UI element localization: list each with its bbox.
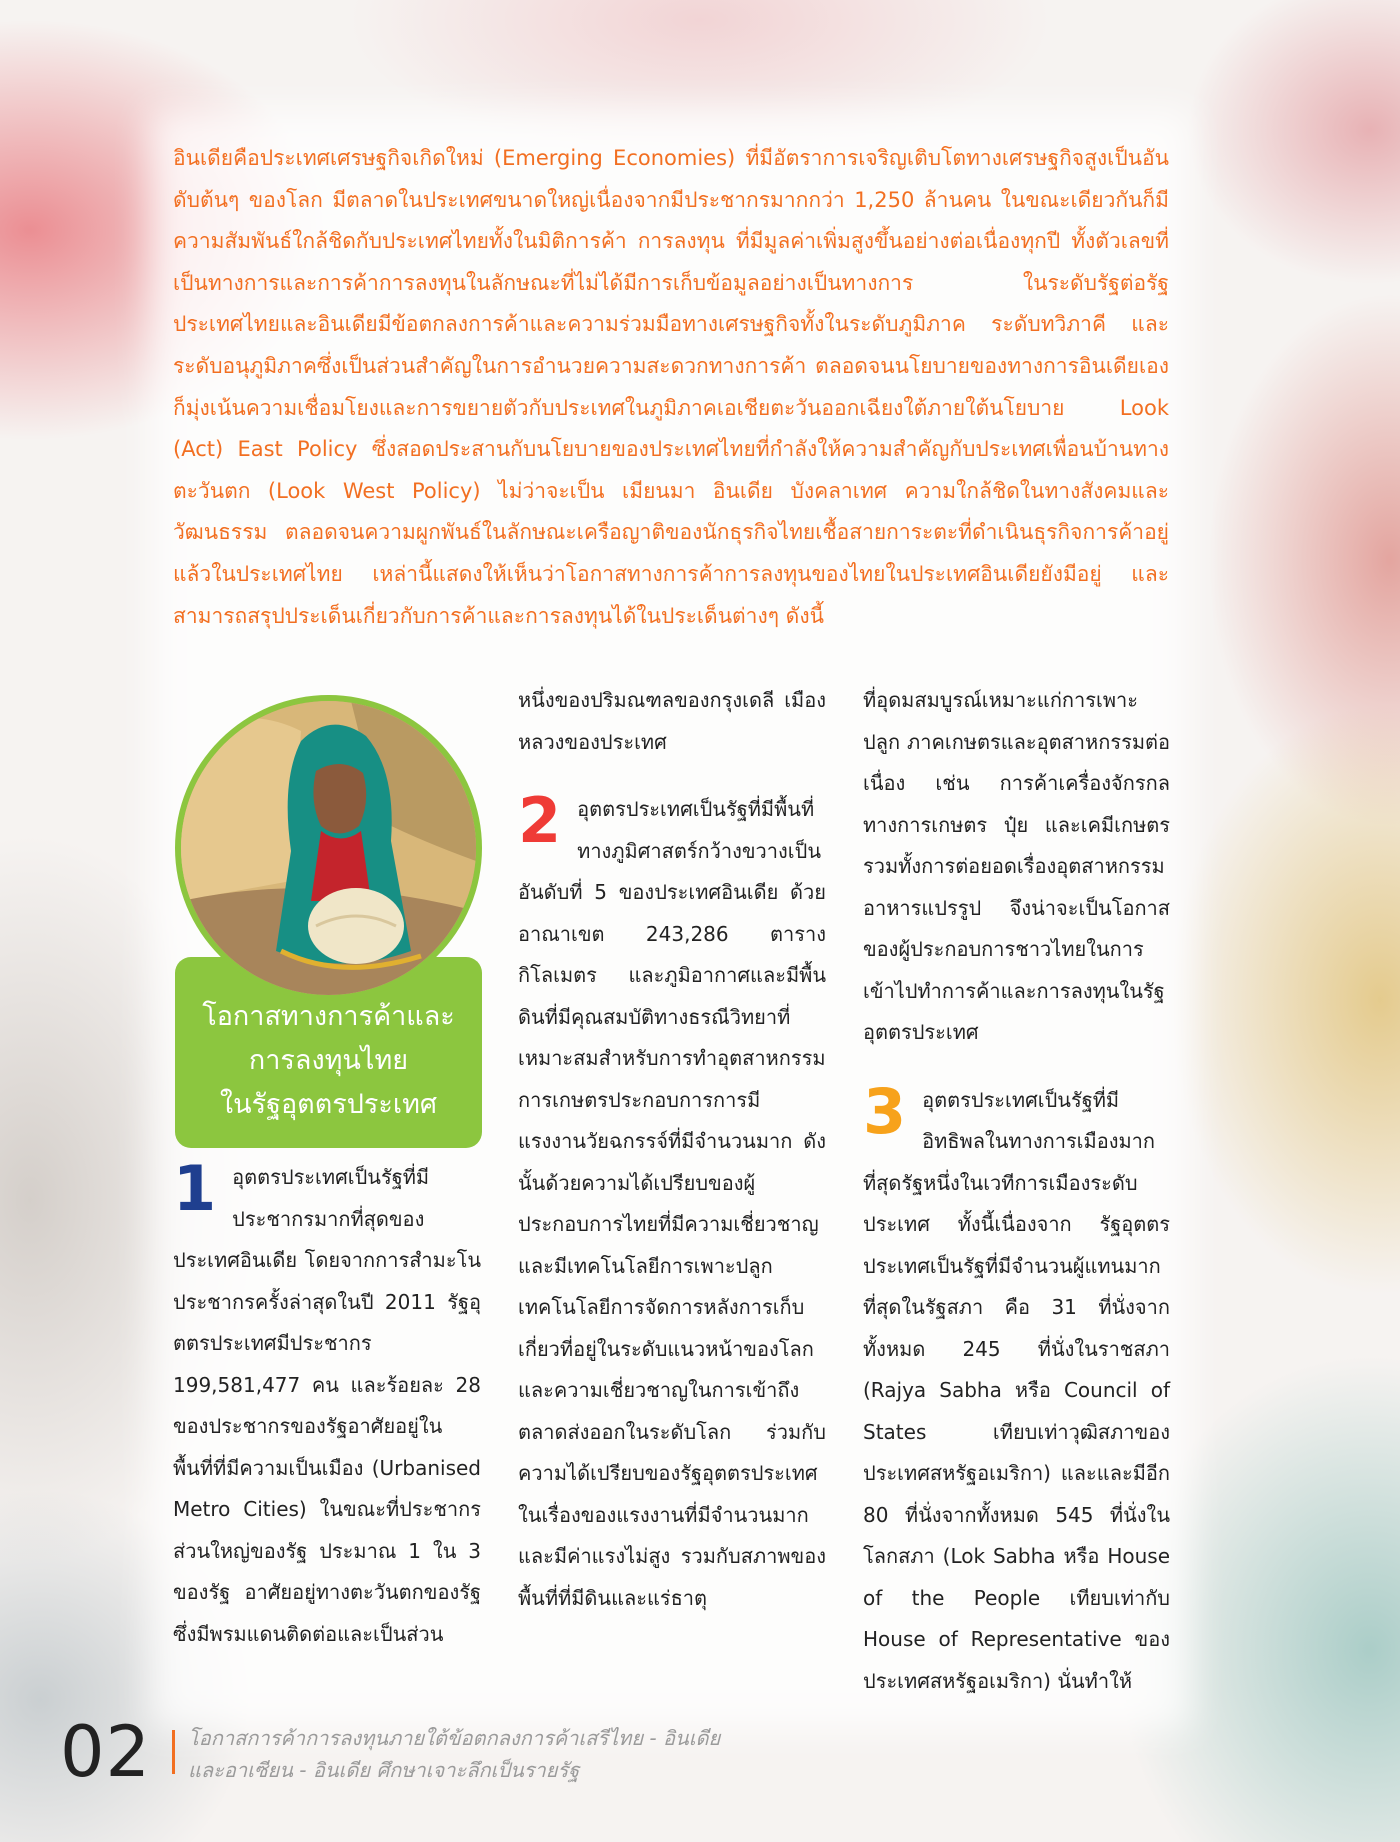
sidebar-feature (175, 695, 482, 1148)
point-2-paragraph (518, 784, 826, 1619)
point-text: อุตตรประเทศเป็นรัฐที่มีอิทธิพลในทางการเมืองมากที่สุดรัฐหนึ่งในเวทีการเมืองระดับประเทศ ทั้งนี้เนื่องจาก รัฐอุตตรประเทศเป็นรัฐที่มีจำนวนผู้แทนมากที่สุดในรัฐสภา คือ 31 ที่นั่งจากทั้งหมด 245 ที่นั่งในราชสภา (Rajya Sabha หรือ Council of States เทียบเท่าวุฒิสภาของประเทศสหรัฐอเมริกา) และและมีอีก 80 ที่นั่งจากทั้งหมด 545 ที่นั่งในโลกสภา (Lok Sabha หรือ House of the People เทียบเท่ากับ House of Representative ของประเทศสหรัฐอเมริกา) นั่นทำให้ (863, 1087, 1170, 1693)
footer-line: โอกาสการค้าการลงทุนภายใต้ข้อตกลงการค้าเสรีไทย - อินเดีย (188, 1726, 721, 1750)
column-2 (518, 680, 826, 1619)
footer-line: และอาเซียน - อินเดีย ศึกษาเจาะลึกเป็นรายรัฐ (188, 1758, 580, 1782)
point-number: 1 (173, 1152, 217, 1225)
sidebar-title-line: ในรัฐอุตตรประเทศ (219, 1089, 438, 1120)
column-1 (173, 1152, 481, 1655)
point-text: อุตตรประเทศเป็นรัฐที่มีพื้นที่ทางภูมิศาสตร์กว้างขวางเป็นอันดับที่ 5 ของประเทศอินเดีย ด้วยอาณาเขต 243,286 ตารางกิโลเมตร และภูมิอากาศและมีพื้นดินที่มีคุณสมบัติทางธรณีวิทยาที่เหมาะสมสำหรับการทำอุตสาหกรรมการเกษตรประกอบการการมีแรงงานวัยฉกรรจ์ที่มีจำนวนมาก ดังนั้นด้วยความได้เปรียบของผู้ประกอบการไทยที่มีความเชี่ยวชาญและมีเทคโนโลยีการเพาะปลูก เทคโนโลยีการจัดการหลังการเก็บเกี่ยวที่อยู่ในระดับแนวหน้าของโลก และความเชี่ยวชาญในการเข้าถึงตลาดส่งออกในระดับโลก ร่วมกับความได้เปรียบของรัฐอุตตรประเทศในเรื่องของแรงงานที่มีจำนวนมากและมีค่าแรงไม่สูง รวมกับสภาพของพื้นที่ที่มีดินและแร่ธาตุ (518, 797, 826, 1610)
photo-illustration (181, 701, 476, 995)
continuation-text: ที่อุดมสมบูรณ์เหมาะแก่การเพาะปลูก ภาคเกษตรและอุตสาหกรรมต่อเนื่อง เช่น การค้าเครื่องจักรกลทางการเกษตร ปุ๋ย และเคมีเกษตร รวมทั้งการต่อยอดเรื่องอุตสาหกรรมอาหารแปรรูป จึงน่าจะเป็นโอกาสของผู้ประกอบการชาวไทยในการเข้าไปทำการค้าและการลงทุนในรัฐอุตตรประเทศ (863, 688, 1170, 1044)
column-3 (863, 680, 1170, 1702)
continuation-text: หนึ่งของปริมณฑลของกรุงเดลี เมืองหลวงของประเทศ (518, 688, 826, 754)
sidebar-title-line: การลงทุนไทย (248, 1045, 409, 1076)
intro-paragraph: อินเดียคือประเทศเศรษฐกิจเกิดใหม่ (Emerging Economies) ที่มีอัตราการเจริญเติบโตทางเศรษฐกิจสูงเป็นอันดับต้นๆ ของโลก มีตลาดในประเทศขนาดใหญ่เนื่องจากมีประชากรมากกว่า 1,250 ล้านคน ในขณะเดียวกันก็มีความสัมพันธ์ใกล้ชิดกับประเทศไทยทั้งในมิติการค้า การลงทุน ที่มีมูลค่าเพิ่มสูงขึ้นอย่างต่อเนื่องทุกปี ทั้งตัวเลขที่เป็นทางการและการค้าการลงทุนในลักษณะที่ไม่ได้มีการเก็บข้อมูลอย่างเป็นทางการ ในระดับรัฐต่อรัฐ ประเทศไทยและอินเดียมีข้อตกลงการค้าและความร่วมมือทางเศรษฐกิจทั้งในระดับภูมิภาค ระดับทวิภาคี และระดับอนุภูมิภาคซึ่งเป็นส่วนสำคัญในการอำนวยความสะดวกทางการค้า ตลอดจนนโยบายของทางการอินเดียเองก็มุ่งเน้นความเชื่อมโยงและการขยายตัวกับประเทศในภูมิภาคเอเชียตะวันออกเฉียงใต้ภายใต้นโยบาย Look (Act) East Policy ซึ่งสอดประสานกับนโยบายของประเทศไทยที่กำลังให้ความสำคัญกับประเทศเพื่อนบ้านทางตะวันตก (Look West Policy) ไม่ว่าจะเป็น เมียนมา อินเดีย บังคลาเทศ ความใกล้ชิดในทางสังคมและวัฒนธรรม ตลอดจนความผูกพันธ์ในลักษณะเครือญาติของนักธุรกิจไทยเชื้อสายการะตะที่ดำเนินธุรกิจการค้าอยู่แล้วในประเทศไทย เหล่านี้แสดงให้เห็นว่าโอกาสทางการค้าการลงทุนของไทยในประเทศอินเดียยังมีอยู่ และสามารถสรุปประเด็นเกี่ยวกับการค้าและการลงทุนได้ในประเด็นต่างๆ ดังนี้ (173, 146, 1169, 628)
point-number: 3 (863, 1074, 907, 1148)
point-number: 2 (518, 784, 562, 857)
point-text: อุตตรประเทศเป็นรัฐที่มีประชากรมากที่สุดของประเทศอินเดีย โดยจากการสำมะโนประชากรครั้งล่าสุดในปี 2011 รัฐอุตตรประเทศมีประชากร 199,581,477 คน และร้อยละ 28 ของประชากรของรัฐอาศัยอยู่ในพื้นที่ที่มีความเป็นเมือง (Urbanised Metro Cities) ในขณะที่ประชากรส่วนใหญ่ของรัฐ ประมาณ 1 ใน 3 ของรัฐ อาศัยอยู่ทางตะวันตกของรัฐซึ่งมีพรมแดนติดต่อและเป็นส่วน (173, 1165, 481, 1646)
page-number: 02 (60, 1711, 152, 1793)
point-3-paragraph (863, 1074, 1170, 1703)
footer-caption (188, 1722, 808, 1786)
sidebar-title (175, 995, 482, 1127)
woman-weaving-photo (175, 695, 482, 1001)
footer-divider (172, 1730, 175, 1774)
sidebar-title-line: โอกาสทางการค้าและ (202, 1001, 455, 1032)
point-1-paragraph (173, 1152, 481, 1655)
